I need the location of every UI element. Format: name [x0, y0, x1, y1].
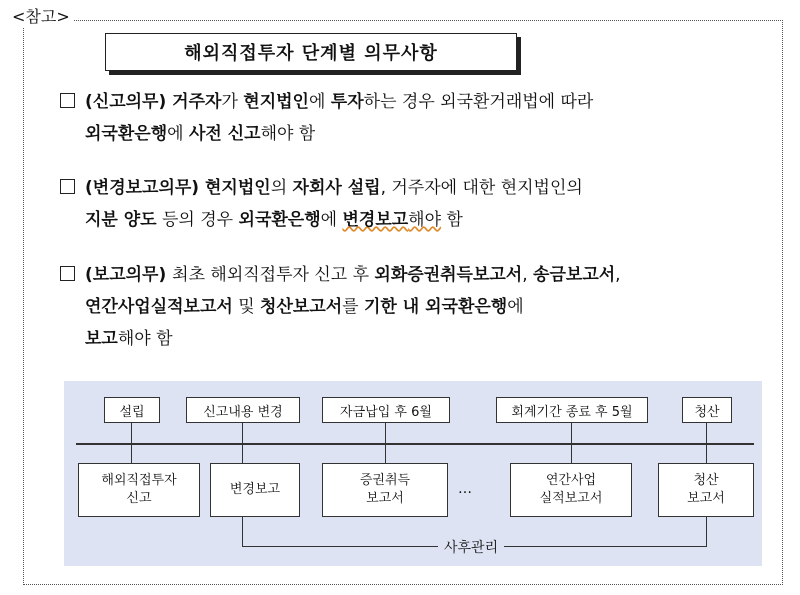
list-item-change-report-obligation — [60, 172, 760, 236]
doc-node-change-report: 변경보고 — [210, 463, 300, 517]
connector-line — [131, 445, 132, 463]
stage-node-report-change: 신고내용 변경 — [186, 397, 300, 423]
text-run: 연간사업실적보고서 — [85, 297, 233, 317]
text-run: 변경보고 — [342, 210, 409, 230]
text-run: 에 — [308, 92, 331, 112]
text-run: 하는 경우 외국환거래법에 따라 — [363, 92, 594, 112]
line-text — [85, 329, 173, 349]
text-run: 및 — [232, 297, 261, 317]
text-run: 최초 해외직접투자 신고 후 — [172, 265, 375, 285]
text-run: 를 — [342, 297, 364, 317]
text-run: (변경보고의무) — [85, 178, 205, 198]
text-run: 에 — [507, 297, 524, 317]
item-line — [60, 204, 760, 236]
text-run: 가 — [221, 92, 244, 112]
ellipsis: … — [458, 481, 472, 497]
text-run: 기한 내 외국환은행 — [364, 297, 508, 317]
text-run: 외화증권취득보고서 — [374, 265, 523, 285]
line-text — [85, 210, 463, 230]
text-run: 투자 — [330, 92, 364, 112]
text-run: 해야 함 — [117, 329, 173, 349]
item-line — [60, 172, 760, 204]
text-run: 해야 — [408, 210, 442, 230]
line-text — [85, 265, 621, 285]
text-run: , — [615, 265, 621, 285]
connector-line — [385, 423, 386, 443]
text-run: 해야 함 — [260, 124, 316, 144]
connector-line — [706, 445, 707, 463]
list-item-reporting-obligation — [60, 259, 760, 355]
reference-label: <참고> — [8, 4, 74, 27]
connector-line — [385, 445, 386, 463]
text-run: 에 — [320, 210, 343, 230]
item-line — [60, 86, 760, 118]
item-line — [60, 323, 760, 355]
item-line — [60, 291, 760, 323]
checkbox-icon — [60, 266, 75, 281]
doc-node-investment-report: 해외직접투자 신고 — [78, 463, 200, 517]
bracket-line — [706, 517, 707, 547]
connector-line — [242, 423, 243, 443]
connector-line — [571, 445, 572, 463]
item-line — [60, 259, 760, 291]
text-run: 함 — [441, 210, 463, 230]
post-management-label: 사후관리 — [438, 537, 504, 557]
text-run: 의 — [270, 178, 293, 198]
doc-node-annual-report: 연간사업 실적보고서 — [510, 463, 632, 517]
connector-line — [571, 423, 572, 443]
line-text — [85, 297, 524, 317]
text-run: (신고의무) — [85, 92, 173, 112]
checkbox-icon — [60, 179, 75, 194]
connector-line — [242, 445, 243, 463]
stage-node-fiscal-end: 회계기간 종료 후 5월 — [496, 397, 648, 423]
post-management-diagram — [64, 381, 762, 566]
text-run: 사전 신고 — [188, 124, 261, 144]
item-line — [60, 118, 760, 150]
text-run: , — [522, 265, 534, 285]
text-run: 보고 — [85, 329, 118, 349]
text-run: 현지법인 — [205, 178, 271, 198]
doc-node-liquidation-report: 청산 보고서 — [658, 463, 754, 517]
connector-line — [706, 423, 707, 443]
text-run: 현지법인 — [243, 92, 309, 112]
text-run: 외국환은행 — [238, 210, 321, 230]
line-text — [85, 178, 583, 198]
text-run: 등의 경우 — [156, 210, 239, 230]
timeline-divider — [76, 443, 754, 445]
line-text — [85, 92, 593, 112]
connector-line — [131, 423, 132, 443]
stage-node-liquidation: 청산 — [682, 397, 732, 423]
text-run: 청산보고서 — [260, 297, 343, 317]
bracket-line — [242, 517, 243, 547]
list-item-report-obligation — [60, 86, 760, 150]
text-run: 외국환은행 — [85, 124, 168, 144]
text-run: 지분 양도 — [85, 210, 157, 230]
text-run: 자회사 설립 — [292, 178, 381, 198]
line-text — [85, 124, 315, 144]
text-run: (보고의무) — [85, 265, 173, 285]
page-title: 해외직접투자 단계별 의무사항 — [105, 33, 517, 71]
checkbox-icon — [60, 93, 75, 108]
text-run: 송금보고서 — [533, 265, 616, 285]
text-run: 거주자 — [172, 92, 222, 112]
doc-node-securities-report: 증권취득 보고서 — [322, 463, 448, 517]
stage-node-funds-paid: 자금납입 후 6월 — [322, 397, 450, 423]
text-run: , 거주자에 대한 현지법인의 — [380, 178, 583, 198]
text-run: 에 — [167, 124, 189, 144]
stage-node-establishment: 설립 — [104, 397, 160, 423]
